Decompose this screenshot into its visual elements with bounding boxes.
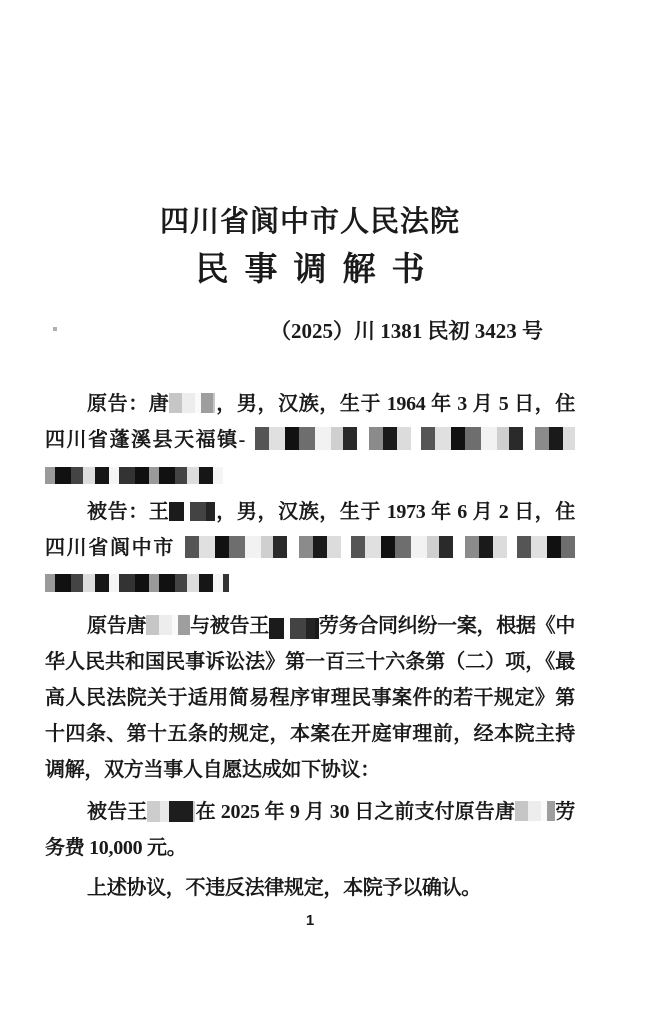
redaction-defendant-name-2 (269, 618, 319, 639)
defendant-intro-text: 被告：王 (87, 501, 170, 523)
case-summary-line-5: 调解，双方当事人自愿达成如下协议： (45, 759, 380, 781)
document-type-heading: 民事调解书 (195, 252, 441, 288)
case-summary-line-1 (45, 608, 575, 644)
redaction-plaintiff-name-2 (146, 615, 190, 635)
defendant-address-text: 四川省阆中市 (45, 537, 175, 559)
case-summary-line-2: 华人民共和国民事诉讼法》第一百三十六条第（二）项，《最 (45, 651, 575, 673)
redaction-plaintiff-address (245, 427, 575, 450)
plaintiff-line-1 (45, 386, 575, 422)
redaction-defendant-name-3 (147, 801, 195, 822)
plaintiff-intro-text: 原告：唐 (87, 393, 170, 415)
defendant-line-3 (45, 566, 575, 602)
document-content (45, 0, 575, 906)
plaintiff-line-3 (45, 458, 575, 494)
court-name-heading: 四川省阆中市人民法院 (159, 206, 460, 238)
agreement-text-c: 劳 (554, 801, 575, 823)
plaintiff-line-2 (45, 422, 575, 458)
agreement-line-2: 务费 10,000 元。 (45, 837, 187, 859)
defendant-line-1 (45, 494, 575, 530)
case-summary-line-4: 十四条、第十五条的规定，本案在开庭审理前，经本院主持 (45, 723, 575, 745)
confirmation-line: 上述协议，不违反法律规定，本院予以确认。 (87, 877, 481, 899)
redaction-plaintiff-name-3 (515, 801, 555, 821)
agreement-text-a: 被告王 (87, 801, 148, 823)
redaction-plaintiff-address-2 (45, 467, 223, 484)
case-summary-text-c: 劳务合同纠纷一案，根据《中 (318, 615, 576, 637)
plaintiff-details-text: ，男，汉族，生于 1964 年 3 月 5 日，住 (215, 393, 575, 415)
defendant-line-2 (45, 530, 575, 566)
case-summary-line-3: 高人民法院关于适用简易程序审理民事案件的若干规定》第 (45, 687, 575, 709)
defendant-details-text: ，男，汉族，生于 1973 年 6 月 2 日，住 (215, 501, 575, 523)
document-body (45, 386, 575, 906)
redaction-defendant-address (175, 536, 575, 558)
redaction-plaintiff-name (169, 393, 215, 413)
case-number: （2025）川 1381 民初 3423 号 (270, 319, 543, 343)
case-summary-text-b: 与被告王 (190, 615, 269, 637)
plaintiff-address-text: 四川省蓬溪县天福镇- (45, 429, 245, 451)
case-summary-text-a: 原告唐 (87, 615, 147, 637)
page-number: 1 (305, 912, 315, 929)
redaction-defendant-name (169, 502, 215, 521)
agreement-line-1 (45, 794, 575, 830)
redaction-defendant-address-2 (45, 574, 229, 592)
agreement-text-b: 在 2025 年 9 月 30 日之前支付原告唐 (195, 801, 515, 823)
